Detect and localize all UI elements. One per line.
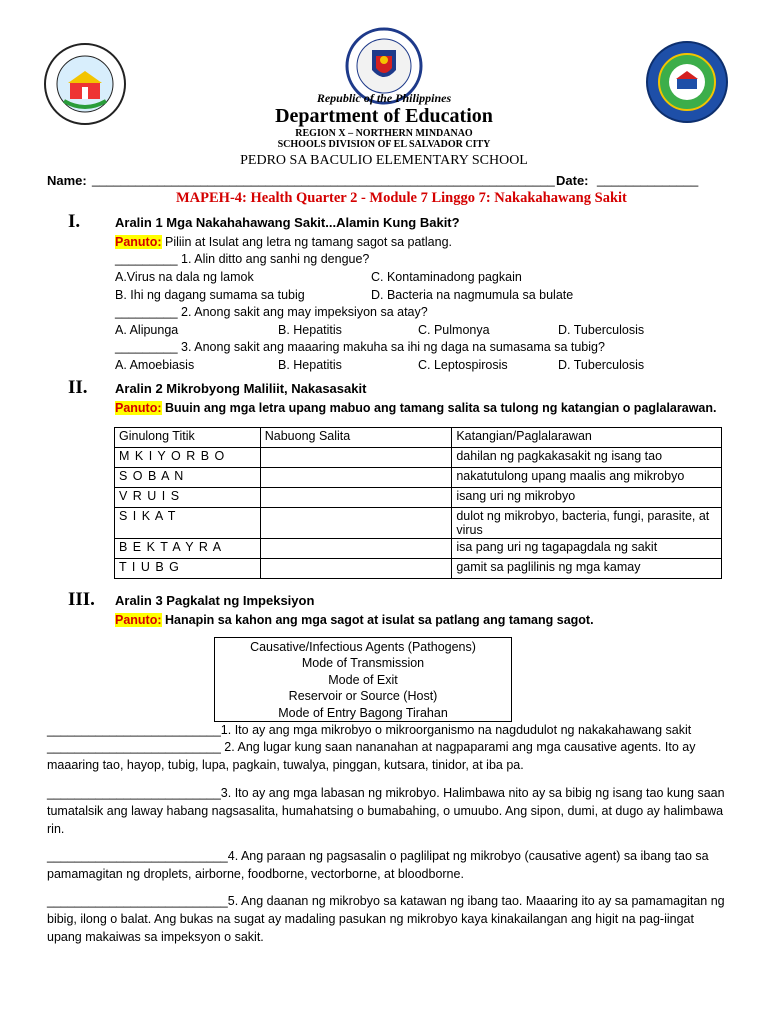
panuto-text: Piliin at Isulat ang letra ng tamang sagot sa patlang. bbox=[161, 235, 452, 249]
section1-panuto bbox=[115, 235, 452, 249]
section3-numeral: III. bbox=[68, 589, 95, 610]
q1-option-d: D. Bacteria na nagmumula sa bulate bbox=[371, 288, 574, 302]
answer-cell[interactable] bbox=[260, 468, 452, 488]
date-label: Date: bbox=[556, 173, 589, 188]
q1-option-a: A.Virus na dala ng lamok bbox=[115, 270, 254, 284]
word-scramble-table bbox=[114, 427, 722, 579]
description-cell: dahilan ng pagkakasakit ng isang tao bbox=[452, 448, 722, 468]
choice-item: Reservoir or Source (Host) bbox=[288, 689, 438, 704]
scrambled-word: S O B A N bbox=[115, 468, 261, 488]
section2-panuto bbox=[115, 401, 716, 415]
scrambled-word: V R U I S bbox=[115, 488, 261, 508]
department-title: Department of Education bbox=[275, 105, 493, 127]
name-label: Name: bbox=[47, 173, 87, 188]
item-3: _________________________3. Ito ay ang mga labasan ng mikrobyo. Halimbawa nito ay sa bibig ng isang tao kung saan tumatalsik ang laway habang nagsasalita, humahatsing o bumabahing, o umuubo. Ang sipon, dumi, at dugo ay halimbawa rin. bbox=[47, 786, 725, 836]
table-row bbox=[115, 488, 722, 508]
panuto-text: Hanapin sa kahon ang mga sagot at isulat sa patlang ang tamang sagot. bbox=[161, 613, 594, 627]
answer-choices-box bbox=[214, 637, 512, 722]
q1-option-c: C. Kontaminadong pagkain bbox=[371, 270, 522, 284]
q2-option-c: C. Pulmonya bbox=[418, 323, 490, 337]
choice-item: Mode of Transmission bbox=[301, 656, 425, 671]
table-header-row bbox=[115, 428, 722, 448]
section3-panuto bbox=[115, 613, 594, 627]
item-1: _________________________1. Ito ay ang mga mikrobyo o mikroorganismo na nagdudulot ng nakakahawang sakit bbox=[47, 723, 692, 737]
name-field[interactable]: ________________________________________________________________ bbox=[92, 172, 555, 187]
panuto-label: Panuto: bbox=[115, 401, 162, 415]
description-cell: isang uri ng mikrobyo bbox=[452, 488, 722, 508]
table-row bbox=[115, 448, 722, 468]
answer-cell[interactable] bbox=[260, 539, 452, 559]
panuto-text: Buuin ang mga letra upang mabuo ang tamang salita sa tulong ng katangian o paglalarawan. bbox=[161, 401, 717, 415]
q1-option-b: B. Ihi ng dagang sumama sa tubig bbox=[115, 288, 305, 302]
date-field[interactable]: ______________ bbox=[597, 172, 699, 187]
item-5: __________________________5. Ang daanan ng mikrobyo sa katawan ng ibang tao. Maaaring ito ay sa pamamagitan ng bibig, ilong o balat. Ang bukas na sugat ay madaling pasukan ng mikrobyo kaya kinakailangan ang higit na pag-iingat upang makaiwas sa impeksyon o sakit. bbox=[47, 894, 725, 944]
item-2: _________________________ 2. Ang lugar kung saan nananahan at nagpaparami ang mga causative agents. Ito ay maaaring tao, hayop, tubig, lupa, pagkain, tuwalya, pinggan, kutsara, tinidor, at iba pa. bbox=[47, 740, 696, 772]
division-line: SCHOOLS DIVISION OF EL SALVADOR CITY bbox=[277, 139, 491, 150]
section2-numeral: II. bbox=[68, 377, 88, 398]
answer-cell[interactable] bbox=[260, 508, 452, 539]
description-cell: isa pang uri ng tagapagdala ng sakit bbox=[452, 539, 722, 559]
answer-cell[interactable] bbox=[260, 448, 452, 468]
panuto-label: Panuto: bbox=[115, 613, 162, 627]
q3-option-d: D. Tuberculosis bbox=[558, 358, 645, 372]
q2-option-a: A. Alipunga bbox=[115, 323, 179, 337]
q2-option-d: D. Tuberculosis bbox=[558, 323, 645, 337]
header-cell: Ginulong Titik bbox=[115, 428, 261, 448]
section1-title: Aralin 1 Mga Nakahahawang Sakit...Alamin Kung Bakit? bbox=[115, 215, 460, 230]
choice-item: Causative/Infectious Agents (Pathogens) bbox=[250, 640, 476, 654]
panuto-label: Panuto: bbox=[115, 235, 162, 249]
question-3: _________ 3. Anong sakit ang maaaring makuha sa ihi ng daga na sumasama sa tubig? bbox=[115, 340, 605, 354]
q2-option-b: B. Hepatitis bbox=[278, 323, 342, 337]
section3-title: Aralin 3 Pagkalat ng Impeksiyon bbox=[115, 593, 315, 608]
table-row bbox=[115, 539, 722, 559]
choice-item: Mode of Exit bbox=[328, 672, 398, 687]
school-name: PEDRO SA BACULIO ELEMENTARY SCHOOL bbox=[240, 153, 528, 168]
question-1: _________ 1. Alin ditto ang sanhi ng dengue? bbox=[115, 252, 370, 266]
scrambled-word: B E K T A Y R A bbox=[115, 539, 261, 559]
scrambled-word: T I U B G bbox=[115, 559, 261, 579]
answer-cell[interactable] bbox=[260, 559, 452, 579]
header-cell: Katangian/Paglalarawan bbox=[452, 428, 722, 448]
module-title: MAPEH-4: Health Quarter 2 - Module 7 Linggo 7: Nakakahawang Sakit bbox=[176, 190, 627, 206]
table-row bbox=[115, 559, 722, 579]
q3-option-c: C. Leptospirosis bbox=[418, 358, 508, 372]
table-row bbox=[115, 508, 722, 539]
scrambled-word: M K I Y O R B O bbox=[115, 448, 261, 468]
item-4: __________________________4. Ang paraan ng pagsasalin o paglilipat ng mikrobyo (causative agent) sa ibang tao sa pamamagitan ng droplets, airborne, foodborne, vectorborne, at bloodborne. bbox=[47, 849, 709, 881]
description-cell: dulot ng mikrobyo, bacteria, fungi, parasite, at virus bbox=[452, 508, 722, 539]
republic-line: Republic of the Philippines bbox=[316, 91, 452, 105]
header-cell: Nabuong Salita bbox=[260, 428, 452, 448]
region-line: REGION X – NORTHERN MINDANAO bbox=[295, 128, 473, 139]
table-row bbox=[115, 468, 722, 488]
description-cell: nakatutulong upang maalis ang mikrobyo bbox=[452, 468, 722, 488]
description-cell: gamit sa paglilinis ng mga kamay bbox=[452, 559, 722, 579]
answer-cell[interactable] bbox=[260, 488, 452, 508]
q3-option-a: A. Amoebiasis bbox=[115, 358, 195, 372]
scrambled-word: S I K A T bbox=[115, 508, 261, 539]
q3-option-b: B. Hepatitis bbox=[278, 358, 342, 372]
question-2: _________ 2. Anong sakit ang may impeksiyon sa atay? bbox=[115, 305, 428, 319]
choice-item: Mode of Entry Bagong Tirahan bbox=[278, 705, 448, 720]
section2-title: Aralin 2 Mikrobyong Maliliit, Nakasasakit bbox=[115, 381, 367, 396]
section1-numeral: I. bbox=[68, 211, 81, 232]
